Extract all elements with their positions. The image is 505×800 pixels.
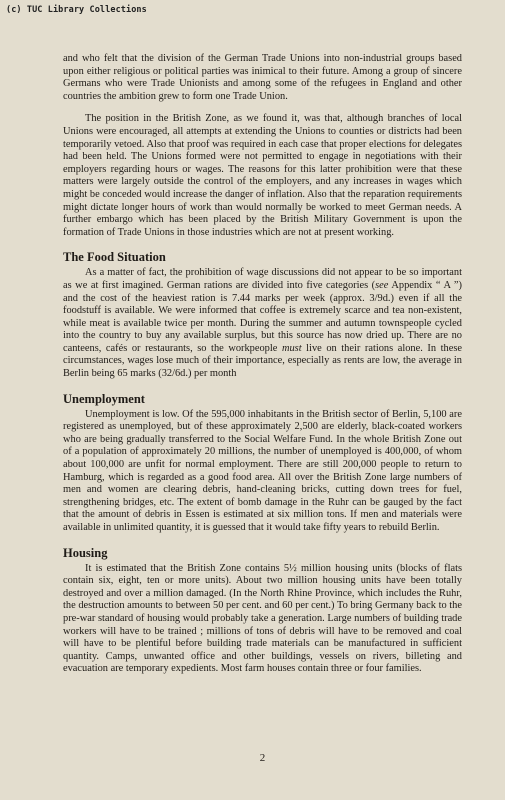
document-page — [63, 53, 462, 676]
unemployment-paragraph: Unemployment is low. Of the 595,000 inhabitants in the British sector of Berlin, 5,100 are registered as unemployed, but of these approximately 2,500 are elderly, black-coated workers who are being gradually transferred to the Social Welfare Fund. In the whole British Zone out of a population of approximately 20 millions, the number of unemployed is 400,000, of whom about 100,000 are unfit for normal employment. There are still 200,000 people to return to Hamburg, which is regarded as a good food area. All over the British Zone large numbers of men and women are clearing debris, hand-cleaning bricks, cutting down trees for fuel, strengthening bridges, etc. The extent of bomb damage in the Ruhr can be gauged by the fact that the amount of debris in Essen is estimated at six million tons. If men and materials were available in unlimited quantity, it is guessed that it would take fifty years to rebuild Berlin. — [63, 408, 462, 533]
food-text-part-2: Appendix “ A ”) and the cost of the heaviest ration is 7.44 marks per week (approx. 3/9d.) even if all the foodstuff is available. We were informed that coffee is extremely scarce and tea non-existent, while meat is available twice per month. During the summer and autumn townspeople cycled into the country to buy any available surplus, but this source has now dried up. There are no canteens, cafés or restaurants, so the workpeople — [63, 279, 462, 354]
housing-paragraph: It is estimated that the British Zone contains 5½ million housing units (blocks of flats contain six, eight, ten or more units). About two million housing units have been totally destroyed and over a million damaged. (In the North Rhine Province, which includes the Ruhr, the destruction amounts to between 50 per cent. and 60 per cent.) To bring Germany back to the pre-war standard of housing would probably take a generation. Large numbers of building trade workers will have to be trained ; millions of tons of debris will have to be removed and coal will have to be plentiful before building trade materials can be manufactured in sufficient quantity. Camps, unwanted office and other buildings, vessels on rivers, billeting and evacuation are temporary expedients. Most farm houses contain three or four families. — [63, 562, 462, 675]
food-text-part-3: live on their rations alone. In these circumstances, wages lose much of their importance, especially as rents are low, the average in Berlin being 65 marks (32/6d.) per month — [63, 342, 462, 380]
food-text-part-1: As a matter of fact, the prohibition of wage discussions did not appear to be so important as we at first imagined. German rations are divided into five categories ( — [63, 267, 462, 291]
food-paragraph — [63, 267, 462, 380]
food-section-heading: The Food Situation — [63, 250, 166, 265]
food-see-italic: see — [375, 279, 389, 291]
collection-watermark: (c) TUC Library Collections — [6, 5, 147, 15]
unemployment-section-heading: Unemployment — [63, 391, 145, 406]
position-paragraph: The position in the British Zone, as we found it, was that, although branches of local Unions were encouraged, all attempts at extending the Unions to counties or districts had been temporarily vetoed. Also that proof was required in each case that proper elections for delegates had been held. The Unions formed were not permitted to engage in negotiations with their employers regarding hours or wages. The reasons for this latter prohibition were that these matters were largely outside the control of the employers, and any increases in wages which might be conceded would increase the danger of inflation. Also that the reparation requirements might dictate longer hours of work than would normally be worked to meet German needs. A further embargo which has been placed by the British Military Government is upon the formation of Trade Unions in those industries which are not at present working. — [63, 113, 462, 238]
intro-paragraph: and who felt that the division of the German Trade Unions into non-industrial groups based upon either religious or political parties was inimical to their future. Among a group of sincere Germans who were Trade Unionists and among some of the refugees in England and other countries the ambition grew to form one Trade Union. — [63, 53, 462, 102]
page-number: 2 — [259, 752, 266, 764]
housing-section-heading: Housing — [63, 545, 108, 560]
food-must-italic: must — [281, 342, 302, 354]
